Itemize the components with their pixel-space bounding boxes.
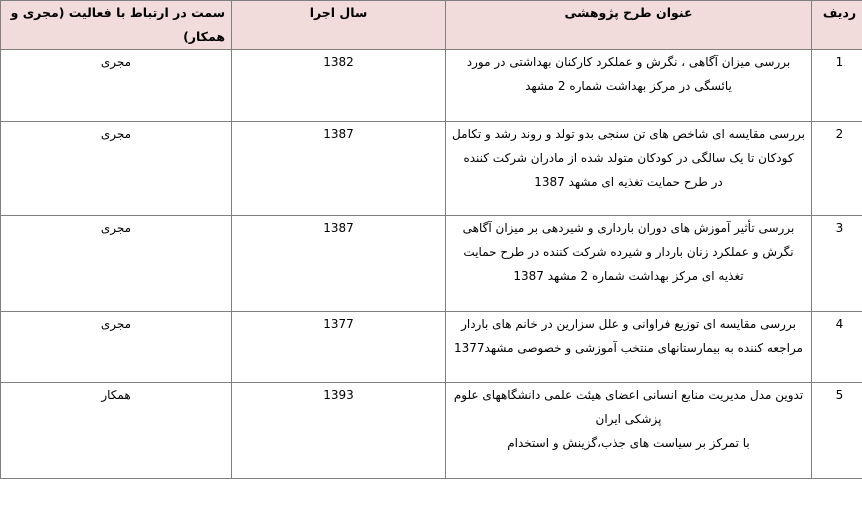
- row-number: 4: [812, 312, 862, 383]
- project-title-line: تدوین مدل مدیریت منابع انسانی اعضای هیئت علمی دانشگاههای علوم: [453, 388, 804, 402]
- project-title-line: در طرح حمایت تغذیه ای مشهد 1387: [534, 175, 723, 189]
- project-title: [446, 216, 812, 312]
- project-role: مجری: [1, 216, 232, 312]
- project-title-line: نگرش و عملکرد زنان باردار و شیرده شرکت کننده در طرح حمایت: [463, 245, 794, 259]
- table-row: [1, 122, 862, 216]
- header-project-title: عنوان طرح پژوهشی: [446, 1, 812, 50]
- header-year: سال اجرا: [232, 1, 446, 50]
- table-row: [1, 216, 862, 312]
- table-row: [1, 50, 862, 122]
- header-row-number: ردیف: [812, 1, 862, 50]
- table-row: [1, 383, 862, 479]
- table-header-row: [1, 1, 862, 50]
- project-title-line: مراجعه کننده به بیمارستانهای منتخب آموزشی و خصوصی مشهد1377: [454, 341, 803, 355]
- project-title: [446, 383, 812, 479]
- row-number: 3: [812, 216, 862, 312]
- project-title-line: بررسی مقایسه ای شاخص های تن سنجی بدو تولد و روند رشد و تکامل: [452, 127, 805, 141]
- project-title-line: بررسی مقایسه ای توزیع فراوانی و علل سزارین در خانم های باردار: [461, 317, 796, 331]
- project-title-line: پزشکی ایران: [595, 412, 662, 426]
- project-title: [446, 122, 812, 216]
- project-title-line: کودکان تا یک سالگی در کودکان متولد شده از مادران شرکت کننده: [463, 151, 794, 165]
- row-number: 5: [812, 383, 862, 479]
- table-row: [1, 312, 862, 383]
- row-number: 2: [812, 122, 862, 216]
- project-role: مجری: [1, 122, 232, 216]
- project-title: [446, 50, 812, 122]
- project-role: مجری: [1, 50, 232, 122]
- project-role: همکار: [1, 383, 232, 479]
- header-role: سمت در ارتباط با فعالیت (مجری و همکار): [1, 1, 232, 50]
- project-year: 1382: [232, 50, 446, 122]
- project-title-line: یائسگی در مرکز بهداشت شماره 2 مشهد: [525, 79, 732, 93]
- project-title-line: بررسی تأثیر آموزش های دوران بارداری و شیردهی بر میزان آگاهی: [462, 221, 795, 235]
- project-year: 1387: [232, 216, 446, 312]
- project-title-line: با تمرکز بر سیاست های جذب،گزینش و استخدام: [507, 436, 750, 450]
- project-title-line: بررسی میزان آگاهی ، نگرش و عملکرد کارکنان بهداشتی در مورد: [466, 55, 791, 69]
- row-number: 1: [812, 50, 862, 122]
- project-year: 1377: [232, 312, 446, 383]
- project-title-line: تغذیه ای مرکز بهداشت شماره 2 مشهد 1387: [513, 269, 744, 283]
- project-role: مجری: [1, 312, 232, 383]
- project-year: 1387: [232, 122, 446, 216]
- project-title: [446, 312, 812, 383]
- project-year: 1393: [232, 383, 446, 479]
